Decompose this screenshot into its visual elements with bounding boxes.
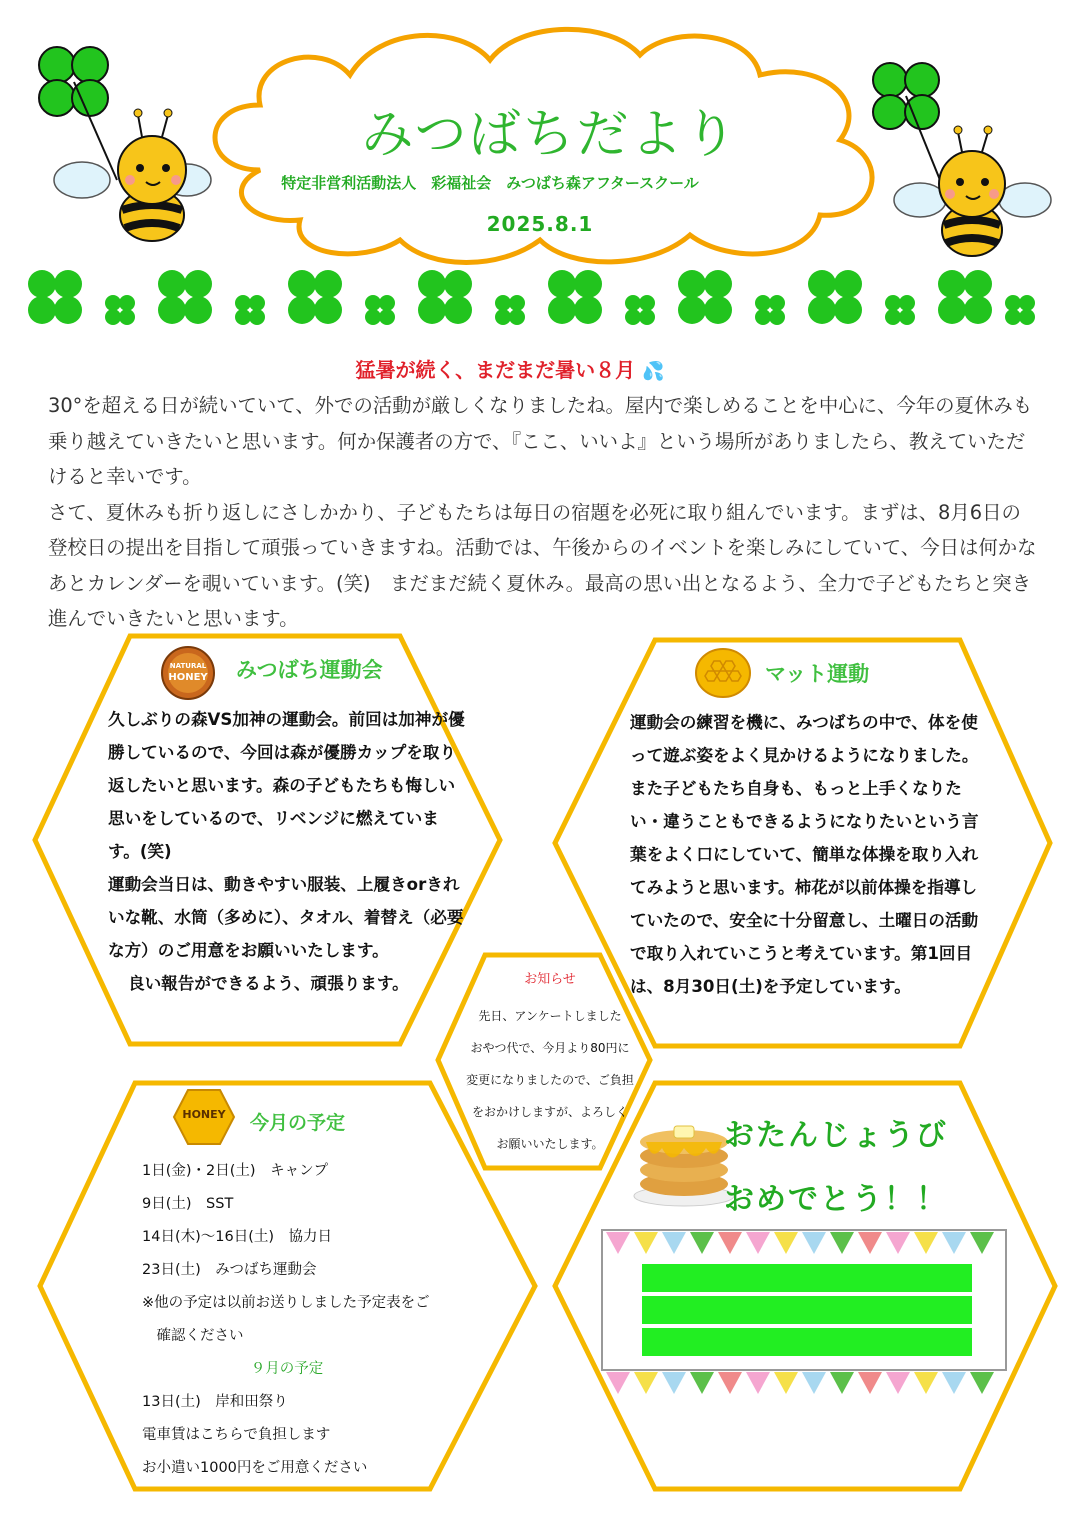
birthday-line-2: おめでとう！！ — [724, 1182, 948, 1217]
mat-exercise-title: マット運動 — [765, 662, 870, 686]
birthday-name-bar-1 — [642, 1264, 972, 1292]
natural-honey-badge-label-1: NATURAL — [169, 662, 207, 670]
schedule-item: 1日(金)・2日(土) キャンプ — [142, 1163, 329, 1179]
page-title: みつばちだより — [361, 105, 739, 165]
birthday-line-1: おたんじょうび — [724, 1118, 948, 1153]
organization-name: 特定非営利活動法人 彩福祉会 みつばち森アフタースクール — [281, 174, 699, 192]
mat-exercise-body: 運動会の練習を機に、みつばちの中で、体を使って遊ぶ姿をよく見かけるようになりました。また子どもたち自身も、もっと上手くなりたい・違うこともできるようになりたいという言葉をよく口にしていて、簡単な体操を取り入れてみようと思います。柿花が以前体操を指導していたので、安全に十分留意し、土曜日の活動で取り入れていこうと考えています。第1回目は、8月30日(土)を予定しています。 — [630, 713, 979, 996]
natural-honey-badge-label-2: HONEY — [168, 672, 208, 683]
sports-day-paragraph-3: 良い報告ができるよう、頑張ります。 — [128, 974, 409, 993]
schedule-item: 13日(土) 岸和田祭り — [142, 1394, 288, 1410]
schedule-item: お小遣い1000円をご用意ください — [142, 1460, 368, 1476]
notice-title: お知らせ — [524, 972, 576, 987]
notice-body — [452, 1000, 648, 1160]
intro-paragraph-2: さて、夏休みも折り返しにさしかかり、子どもたちは毎日の宿題を必死に取り組んでいます。まずは、8月6日の登校日の提出を目指して頑張っていきますね。活動では、午後からのイベントを楽しみにしていて、今日は何かなあとカレンダーを覗いています。(笑) まだまだ続く夏休み。最高の思い出となるよう、全力で子どもたちと突き進んでいきたいと思います。 — [48, 500, 1037, 630]
honey-hexagon-badge-label: HONEY — [182, 1108, 226, 1121]
september-schedule-label: ９月の予定 — [250, 1361, 324, 1377]
notice-line: 先日、アンケートしました — [478, 1009, 622, 1023]
pancake-icon — [632, 1112, 736, 1208]
honeycomb-icon — [694, 647, 752, 699]
schedule-item: 14日(木)〜16日(土) 協力日 — [142, 1229, 333, 1245]
schedule-item: 確認ください — [142, 1328, 244, 1344]
issue-date: 2025.8.1 — [486, 212, 594, 236]
birthday-name-bar-3 — [642, 1328, 972, 1356]
sports-day-paragraph-2: 運動会当日は、動きやすい服装、上履きorきれいな靴、水筒（多めに）、タオル、着替え（必要な方）のご用意をお願いいたします。 — [108, 875, 464, 960]
sports-day-body — [108, 703, 466, 1000]
intro-headline: 猛暑が続く、まだまだ暑い８月 💦 — [355, 358, 665, 382]
water-drop-icon: 💦 — [642, 361, 665, 382]
intro-paragraph-1: 30°を超える日が続いていて、外での活動が厳しくなりましたね。屋内で楽しめることを中心に、今年の夏休みも乗り越えていきたいと思います。何か保護者の方で、『ここ、いいよ』という場所がありましたら、教えていただけると幸いです。 — [48, 394, 1033, 488]
schedule-item: ※他の予定は以前お送りしました予定表をご — [142, 1295, 430, 1311]
schedule-title: 今月の予定 — [250, 1112, 346, 1134]
schedule-item: 23日(土) みつばち運動会 — [142, 1262, 317, 1278]
notice-line: 変更になりましたので、ご負担 — [466, 1073, 634, 1087]
schedule-list — [142, 1155, 472, 1485]
sports-day-title: みつばち運動会 — [236, 658, 383, 682]
notice-line: おやつ代で、今月より80円に — [470, 1041, 630, 1055]
sports-day-paragraph-1: 久しぶりの森VS加神の運動会。前回は加神が優勝しているので、今回は森が優勝カップを取り返したいと思います。森の子どもたちも悔しい思いをしているので、リベンジに燃えています。(笑) — [108, 710, 465, 861]
notice-line: お願いいたします。 — [496, 1137, 604, 1151]
birthday-name-bar-2 — [642, 1296, 972, 1324]
schedule-item: 電車賃はこちらで負担します — [142, 1427, 331, 1443]
notice-line: をおかけしますが、よろしく — [471, 1105, 628, 1119]
schedule-item: 9日(土) SST — [142, 1196, 234, 1212]
